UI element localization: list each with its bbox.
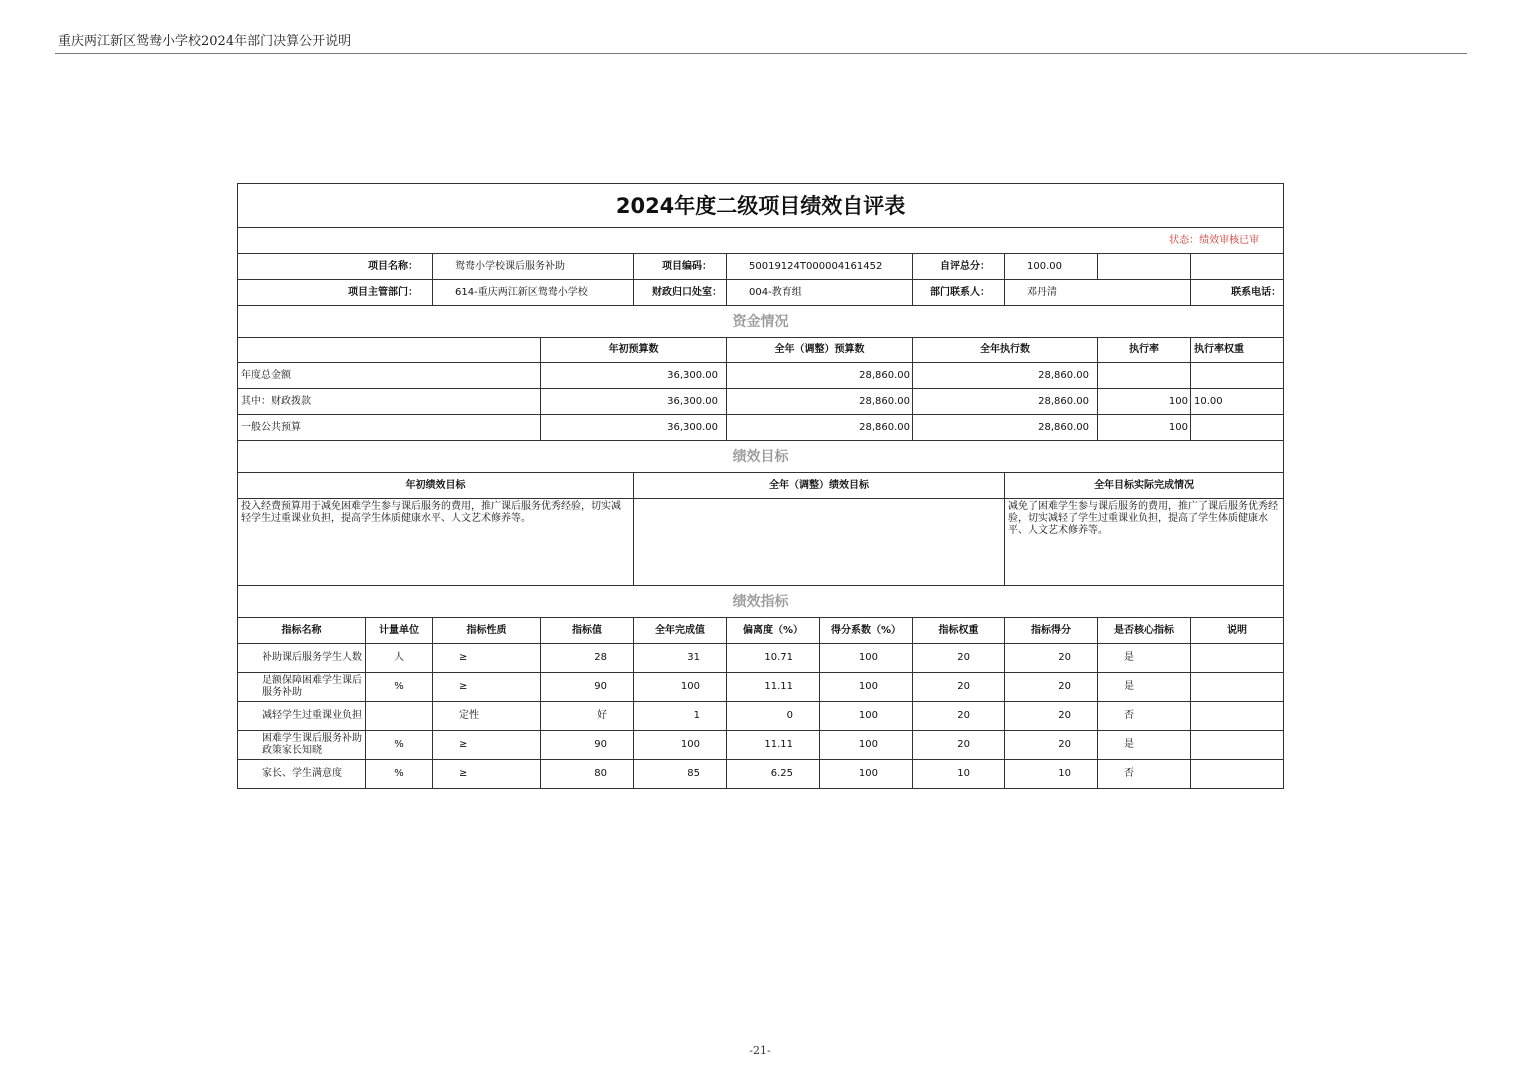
funds-header-initial: 年初预算数 [541, 338, 727, 363]
ind-target: 好 [541, 702, 634, 731]
ind-score: 10 [1005, 760, 1098, 789]
ind-deviation: 0 [727, 702, 820, 731]
ind-target: 28 [541, 644, 634, 673]
ind-unit [366, 702, 433, 731]
funds-header-adjusted: 全年（调整）预算数 [727, 338, 913, 363]
ind-header-note: 说明 [1191, 618, 1284, 644]
goals-header-row [238, 473, 1284, 499]
funds-row-adjusted: 28,860.00 [727, 363, 913, 389]
ind-header-score: 指标得分 [1005, 618, 1098, 644]
header-rule [55, 53, 1467, 54]
ind-score: 20 [1005, 702, 1098, 731]
info-row-2 [238, 280, 1284, 306]
goals-adjusted-text [634, 499, 1005, 586]
goals-content-row [238, 499, 1284, 586]
dept-label: 项目主管部门： [238, 280, 433, 306]
ind-coef: 100 [820, 673, 913, 702]
ind-target: 90 [541, 731, 634, 760]
funds-row-initial: 36,300.00 [541, 389, 727, 415]
indicators-section-title: 绩效指标 [238, 586, 1284, 618]
ind-weight: 20 [913, 644, 1005, 673]
funds-row-adjusted: 28,860.00 [727, 389, 913, 415]
project-code-value: 50019124T000004161452 [727, 254, 913, 280]
ind-coef: 100 [820, 644, 913, 673]
goals-header-actual: 全年目标实际完成情况 [1005, 473, 1284, 499]
funds-row-adjusted: 28,860.00 [727, 415, 913, 441]
ind-actual: 100 [634, 731, 727, 760]
ind-actual: 31 [634, 644, 727, 673]
status-label: 状态：绩效审核已审 [238, 228, 1284, 254]
ind-header-actual: 全年完成值 [634, 618, 727, 644]
ind-nature: ≥ [433, 644, 541, 673]
dept-value: 614-重庆两江新区鸳鸯小学校 [433, 280, 634, 306]
ind-nature: ≥ [433, 673, 541, 702]
funds-row-name: 年度总金额 [238, 363, 541, 389]
project-name-label: 项目名称： [238, 254, 433, 280]
ind-note [1191, 731, 1284, 760]
indicators-header-row [238, 618, 1284, 644]
funds-row-name: 一般公共预算 [238, 415, 541, 441]
funds-row-executed: 28,860.00 [913, 415, 1098, 441]
ind-header-core: 是否核心指标 [1098, 618, 1191, 644]
ind-unit: % [366, 731, 433, 760]
funds-row-initial: 36,300.00 [541, 415, 727, 441]
contact-label: 部门联系人： [913, 280, 1005, 306]
ind-weight: 20 [913, 702, 1005, 731]
ind-core: 否 [1098, 702, 1191, 731]
indicator-row [238, 760, 1284, 789]
funds-header-rate: 执行率 [1098, 338, 1191, 363]
finance-office-label: 财政归口处室： [634, 280, 727, 306]
project-code-label: 项目编码： [634, 254, 727, 280]
ind-core: 否 [1098, 760, 1191, 789]
funds-row-weight: 10.00 [1191, 389, 1284, 415]
ind-coef: 100 [820, 702, 913, 731]
total-score-value: 100.00 [1005, 254, 1098, 280]
funds-row-rate [1098, 363, 1191, 389]
ind-deviation: 10.71 [727, 644, 820, 673]
ind-core: 是 [1098, 731, 1191, 760]
ind-weight: 20 [913, 673, 1005, 702]
ind-nature: ≥ [433, 760, 541, 789]
finance-office-value: 004-教育组 [727, 280, 913, 306]
performance-evaluation-table [237, 183, 1284, 789]
info-row-1 [238, 254, 1284, 280]
empty-cell [1191, 254, 1284, 280]
funds-row [238, 363, 1284, 389]
ind-header-deviation: 偏离度（%） [727, 618, 820, 644]
funds-row-rate: 100 [1098, 415, 1191, 441]
ind-header-nature: 指标性质 [433, 618, 541, 644]
funds-row-weight [1191, 363, 1284, 389]
ind-unit: % [366, 760, 433, 789]
ind-note [1191, 702, 1284, 731]
form-title: 2024年度二级项目绩效自评表 [238, 184, 1284, 228]
ind-score: 20 [1005, 731, 1098, 760]
funds-section-title: 资金情况 [238, 306, 1284, 338]
funds-row-initial: 36,300.00 [541, 363, 727, 389]
ind-actual: 100 [634, 673, 727, 702]
goals-section-title: 绩效目标 [238, 441, 1284, 473]
page-number: -21- [749, 1044, 771, 1057]
ind-actual: 1 [634, 702, 727, 731]
ind-weight: 10 [913, 760, 1005, 789]
funds-row-executed: 28,860.00 [913, 363, 1098, 389]
contact-value: 邓丹清 [1005, 280, 1191, 306]
empty-cell [1098, 254, 1191, 280]
ind-name: 家长、学生满意度 [238, 760, 366, 789]
ind-name: 减轻学生过重课业负担 [238, 702, 366, 731]
ind-unit: 人 [366, 644, 433, 673]
ind-header-unit: 计量单位 [366, 618, 433, 644]
goals-header-initial: 年初绩效目标 [238, 473, 634, 499]
ind-nature: 定性 [433, 702, 541, 731]
funds-row-executed: 28,860.00 [913, 389, 1098, 415]
ind-target: 90 [541, 673, 634, 702]
ind-actual: 85 [634, 760, 727, 789]
ind-core: 是 [1098, 644, 1191, 673]
indicator-row [238, 731, 1284, 760]
ind-note [1191, 760, 1284, 789]
ind-note [1191, 673, 1284, 702]
funds-header-row [238, 338, 1284, 363]
ind-unit: % [366, 673, 433, 702]
ind-header-coef: 得分系数（%） [820, 618, 913, 644]
ind-deviation: 11.11 [727, 731, 820, 760]
indicator-row [238, 644, 1284, 673]
ind-note [1191, 644, 1284, 673]
goals-header-adjusted: 全年（调整）绩效目标 [634, 473, 1005, 499]
funds-header-executed: 全年执行数 [913, 338, 1098, 363]
ind-target: 80 [541, 760, 634, 789]
ind-nature: ≥ [433, 731, 541, 760]
indicator-row [238, 673, 1284, 702]
funds-row [238, 389, 1284, 415]
ind-core: 是 [1098, 673, 1191, 702]
ind-score: 20 [1005, 644, 1098, 673]
ind-deviation: 11.11 [727, 673, 820, 702]
indicator-row [238, 702, 1284, 731]
total-score-label: 自评总分： [913, 254, 1005, 280]
ind-header-name: 指标名称 [238, 618, 366, 644]
ind-weight: 20 [913, 731, 1005, 760]
ind-header-target: 指标值 [541, 618, 634, 644]
ind-name: 足额保障困难学生课后服务补助 [238, 673, 366, 702]
phone-label: 联系电话： [1191, 280, 1284, 306]
ind-coef: 100 [820, 731, 913, 760]
funds-row-weight [1191, 415, 1284, 441]
ind-score: 20 [1005, 673, 1098, 702]
funds-header-blank [238, 338, 541, 363]
funds-row-rate: 100 [1098, 389, 1191, 415]
ind-coef: 100 [820, 760, 913, 789]
funds-row [238, 415, 1284, 441]
funds-header-weight: 执行率权重 [1191, 338, 1284, 363]
goals-initial-text: 投入经费预算用于减免困难学生参与课后服务的费用，推广课后服务优秀经验，切实减轻学生过重课业负担，提高学生体质健康水平、人文艺术修养等。 [238, 499, 634, 586]
ind-name: 困难学生课后服务补助政策家长知晓 [238, 731, 366, 760]
ind-header-weight: 指标权重 [913, 618, 1005, 644]
ind-name: 补助课后服务学生人数 [238, 644, 366, 673]
ind-deviation: 6.25 [727, 760, 820, 789]
goals-actual-text: 减免了困难学生参与课后服务的费用，推广了课后服务优秀经验，切实减轻了学生过重课业负担，提高了学生体质健康水平、人文艺术修养等。 [1005, 499, 1284, 586]
funds-row-name: 其中：财政拨款 [238, 389, 541, 415]
project-name-value: 鸳鸯小学校课后服务补助 [433, 254, 634, 280]
page-header: 重庆两江新区鸳鸯小学校2024年部门决算公开说明 [58, 34, 352, 49]
